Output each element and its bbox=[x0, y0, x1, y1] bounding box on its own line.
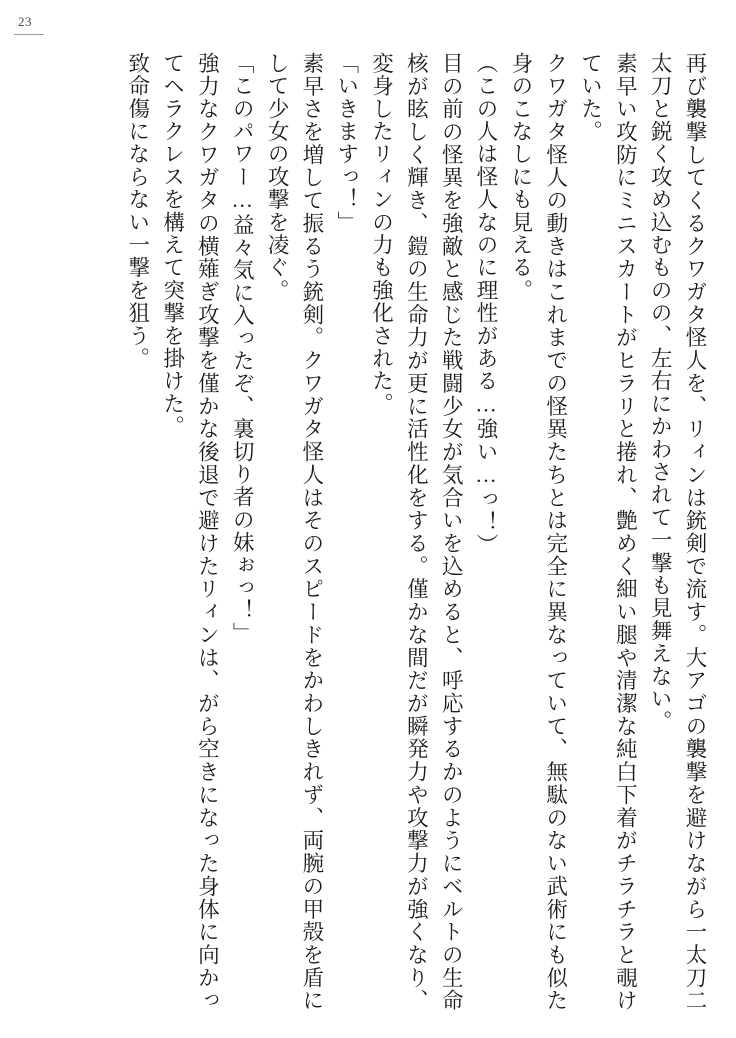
paragraph: 素早い攻防にミニスカートがヒラリと捲れ、艶めく細い腿や清潔な純白下着がチラチラと覗けていた。 bbox=[578, 52, 638, 1012]
paragraph: 再び襲撃してくるクワガタ怪人を、リィンは銃剣で流す。大アゴの襲撃を避けながら一太刀二太刀と鋭く攻め込むものの、左右にかわされて一撃も見舞えない。 bbox=[648, 52, 707, 1012]
paragraph: 目の前の怪異を強敵と感じた戦闘少女が気合いを込めると、呼応するかのようにベルトの生命核が眩しく輝き、鎧の生命力が更に活性化をする。僅かな間だが瞬発力や攻撃力が強くなり、変身したリィンの力も強化された。 bbox=[369, 52, 464, 1012]
paragraph: クワガタ怪人の動きはこれまでの怪異たちとは完全に異なっていて、無駄のない武術にも似た身のこなしにも見える。 bbox=[508, 52, 568, 1012]
paragraph: 素早さを増して振るう銃剣。クワガタ怪人はそのスピードをかわしきれず、両腕の甲殻を盾にして少女の攻撃を凌ぐ。 bbox=[265, 52, 324, 1012]
page-number: 23 bbox=[18, 14, 32, 29]
paragraph: 強力なクワガタの横薙ぎ攻撃を僅かな後退で避けたリィンは、がら空きになった身体に向かってヘラクレスを構えて突撃を掛けた。 bbox=[160, 52, 220, 1012]
paragraph: 「このパワー…益々気に入ったぞ、裏切り者の妹ぉっ！」 bbox=[230, 52, 255, 645]
vertical-text-body bbox=[44, 30, 712, 1012]
paragraph: 「いきますっ！」 bbox=[334, 52, 359, 234]
paragraph: （この人は怪人なのに理性がある…強い…っ！） bbox=[474, 52, 499, 557]
paragraph: 致命傷にならない一撃を狙う。 bbox=[125, 52, 150, 370]
page-number-rule bbox=[14, 34, 44, 35]
